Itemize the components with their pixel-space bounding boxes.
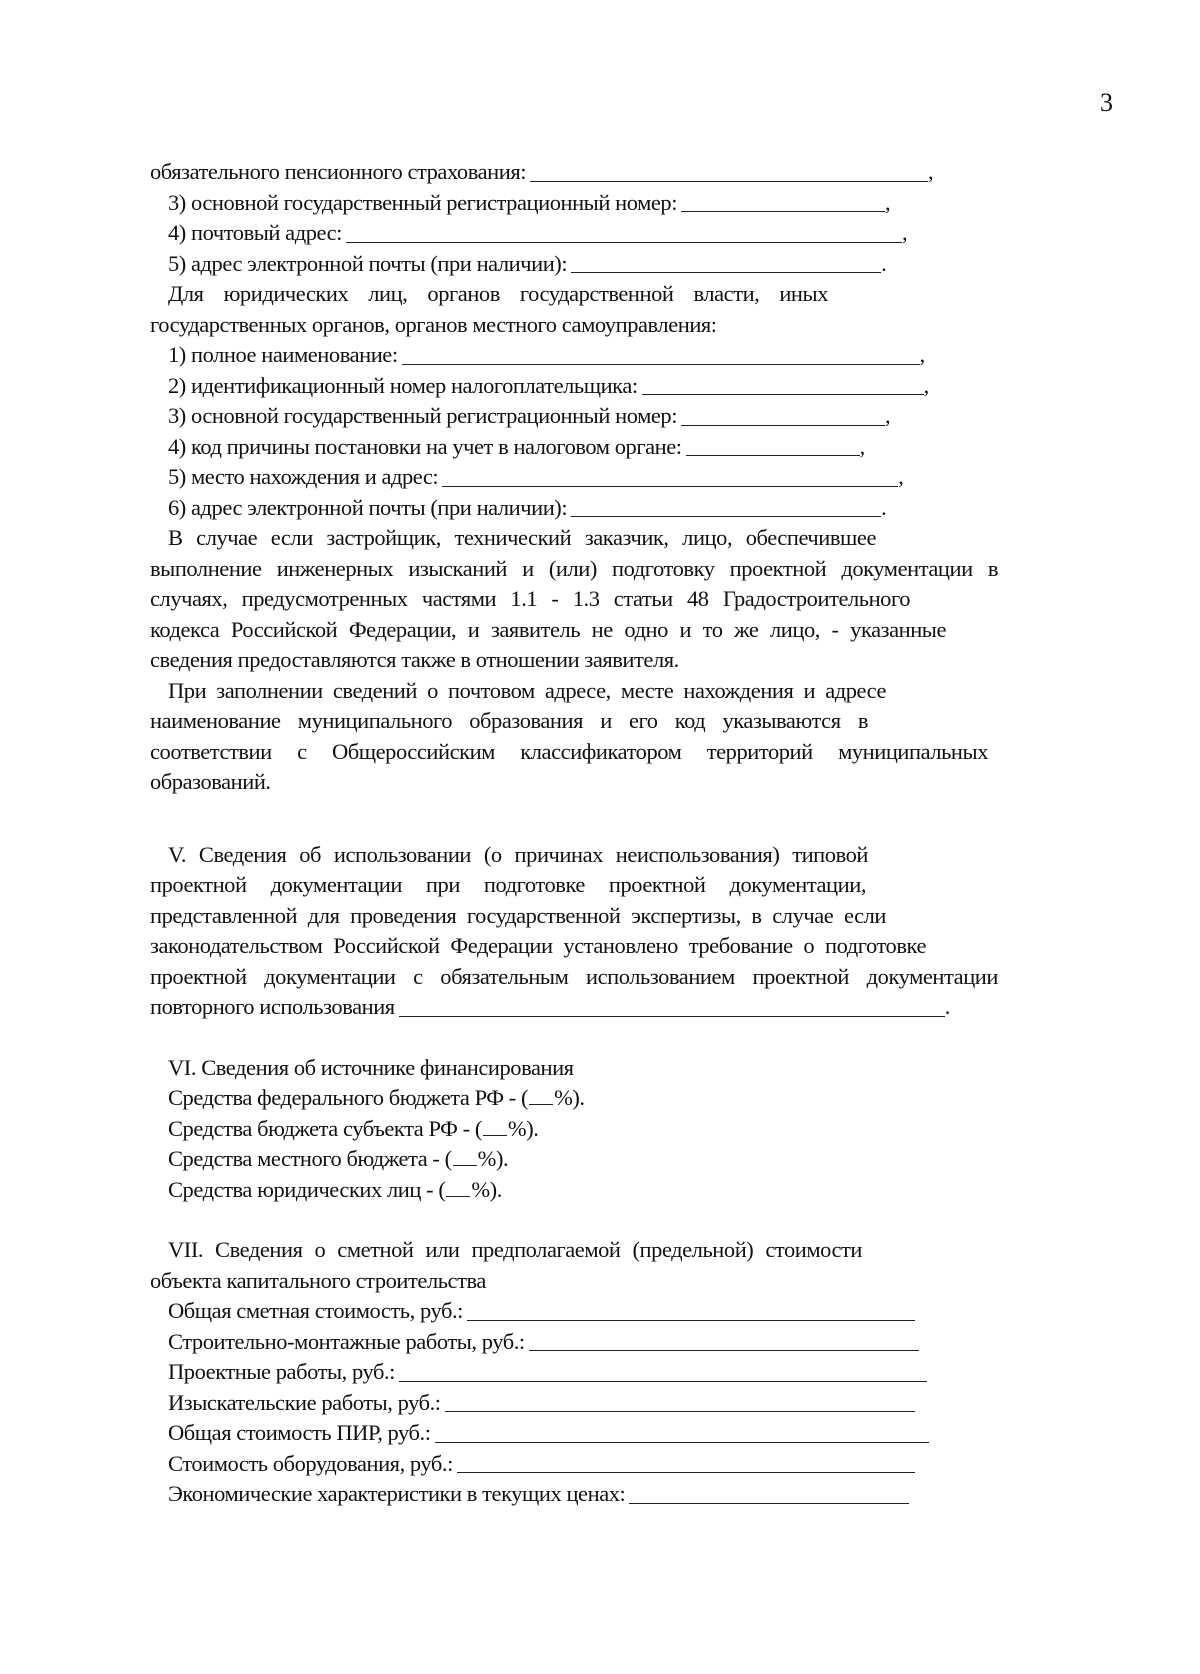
cost-survey-blank[interactable] bbox=[445, 1391, 915, 1412]
form-page-body bbox=[150, 157, 1010, 1510]
section-v-line bbox=[150, 962, 1010, 993]
cost-pir-blank[interactable] bbox=[435, 1422, 929, 1443]
paragraph-text: соответствии с Общероссийским классификатором территорий муниципальных bbox=[150, 738, 988, 764]
field-label: обязательного пенсионного страхования: bbox=[150, 159, 527, 184]
section-v-line bbox=[150, 931, 1010, 962]
funding-percent-blank[interactable] bbox=[529, 1084, 553, 1105]
full-name-line bbox=[150, 340, 1010, 371]
case-paragraph-line bbox=[150, 615, 1010, 646]
legal-intro-line bbox=[150, 279, 1010, 310]
line-end-punct: , bbox=[898, 464, 904, 489]
funding-label: Средства местного бюджета - ( bbox=[168, 1146, 452, 1171]
section-v-text: представленной для проведения государственной экспертизы, в случае если bbox=[150, 902, 886, 928]
legal-intro-line-2 bbox=[150, 310, 1010, 341]
funding-suffix: %). bbox=[477, 1146, 509, 1171]
field-label: 1) полное наименование: bbox=[168, 342, 398, 367]
section-vii-title-line bbox=[150, 1235, 1010, 1266]
cost-equipment-line bbox=[150, 1449, 1010, 1480]
reuse-blank[interactable] bbox=[399, 996, 945, 1017]
cost-label: Проектные работы, руб.: bbox=[168, 1359, 395, 1384]
field-label: 6) адрес электронной почты (при наличии): bbox=[168, 494, 568, 520]
funding-suffix: %). bbox=[507, 1115, 539, 1141]
cost-construction-line bbox=[150, 1327, 1010, 1358]
funding-subject-line bbox=[150, 1114, 1010, 1145]
line-end-punct: . bbox=[881, 250, 887, 276]
case-paragraph-line bbox=[150, 554, 1010, 585]
line-end-punct: , bbox=[901, 220, 908, 245]
section-v-text: законодательством Российской Федерации установлено требование о подготовке bbox=[150, 933, 926, 958]
case-paragraph-line bbox=[150, 584, 1010, 615]
funding-label: Средства бюджета субъекта РФ - ( bbox=[168, 1115, 482, 1141]
section-vii-title: VII. Сведения о сметной или предполагаемой (предельной) стоимости bbox=[168, 1237, 862, 1262]
location-line bbox=[150, 462, 1010, 493]
cost-label: Изыскательские работы, руб.: bbox=[168, 1389, 441, 1415]
inn-blank[interactable] bbox=[642, 374, 924, 395]
legal-intro-text: Для юридических лиц, органов государственной власти, иных bbox=[168, 281, 828, 306]
section-v-line bbox=[150, 840, 1010, 871]
line-end-punct: , bbox=[923, 372, 929, 398]
cost-design-line bbox=[150, 1357, 1010, 1388]
field-label: 5) адрес электронной почты (при наличии): bbox=[168, 250, 568, 276]
kpp-blank[interactable] bbox=[686, 435, 860, 456]
paragraph-text: образований. bbox=[150, 769, 271, 794]
funding-local-line bbox=[150, 1144, 1010, 1175]
cost-label: Экономические характеристики в текущих ценах: bbox=[168, 1481, 626, 1506]
email-line-individual bbox=[150, 249, 1010, 280]
economic-characteristics-line bbox=[150, 1479, 1010, 1510]
funding-percent-blank[interactable] bbox=[483, 1115, 507, 1136]
field-label: 5) место нахождения и адрес: bbox=[168, 464, 439, 489]
cost-construction-blank[interactable] bbox=[529, 1330, 919, 1351]
funding-suffix: %). bbox=[471, 1176, 502, 1202]
cost-total-blank[interactable] bbox=[467, 1300, 915, 1321]
address-paragraph-line bbox=[150, 767, 1010, 798]
postal-address-line bbox=[150, 218, 1010, 249]
ogrn-blank-individual[interactable] bbox=[681, 191, 885, 212]
address-paragraph-line bbox=[150, 676, 1010, 707]
address-paragraph-line bbox=[150, 706, 1010, 737]
paragraph-text: выполнение инженерных изысканий и (или) подготовку проектной документации в bbox=[150, 555, 998, 581]
paragraph-text: сведения предоставляются также в отношении заявителя. bbox=[150, 647, 679, 672]
paragraph-text: наименование муниципального образования и его код указываются в bbox=[150, 708, 868, 733]
line-end-punct: , bbox=[919, 342, 925, 367]
ogrn-blank-legal[interactable] bbox=[681, 405, 885, 426]
funding-percent-blank[interactable] bbox=[446, 1176, 470, 1197]
economic-characteristics-blank[interactable] bbox=[629, 1483, 909, 1504]
paragraph-text: В случае если застройщик, технический заказчик, лицо, обеспечившее bbox=[168, 525, 876, 550]
cost-label: Общая сметная стоимость, руб.: bbox=[168, 1298, 463, 1323]
reuse-line bbox=[150, 992, 1010, 1023]
paragraph-text: случаях, предусмотренных частями 1.1 - 1.3 статьи 48 Градостроительного bbox=[150, 586, 910, 611]
full-name-blank[interactable] bbox=[402, 344, 920, 365]
page-number: 3 bbox=[1100, 88, 1113, 117]
cost-label: Общая стоимость ПИР, руб.: bbox=[168, 1420, 431, 1445]
line-end-punct: . bbox=[881, 494, 887, 520]
address-paragraph-line bbox=[150, 737, 1010, 768]
legal-intro-text-2: государственных органов, органов местного самоуправления: bbox=[150, 311, 717, 337]
section-vi-title: VI. Сведения об источнике финансирования bbox=[168, 1054, 574, 1080]
case-paragraph-line bbox=[150, 645, 1010, 676]
pension-insurance-line bbox=[150, 157, 1010, 188]
field-label: 3) основной государственный регистрационный номер: bbox=[168, 403, 678, 428]
email-blank-individual[interactable] bbox=[571, 252, 881, 273]
section-vii-title-line-2: объекта капитального строительства bbox=[150, 1267, 486, 1293]
funding-label: Средства федерального бюджета РФ - ( bbox=[168, 1085, 529, 1110]
postal-address-blank[interactable] bbox=[346, 222, 902, 243]
line-end-punct: , bbox=[859, 433, 865, 459]
email-blank-legal[interactable] bbox=[571, 496, 881, 517]
cost-label: Строительно-монтажные работы, руб.: bbox=[168, 1328, 525, 1354]
funding-label: Средства юридических лиц - ( bbox=[168, 1176, 446, 1202]
line-end-punct: , bbox=[928, 159, 934, 184]
funding-legal-line bbox=[150, 1175, 1010, 1206]
field-label: 4) почтовый адрес: bbox=[168, 220, 342, 245]
pension-insurance-blank[interactable] bbox=[530, 161, 928, 182]
section-v-text: проектной документации при подготовке проектной документации, bbox=[150, 872, 866, 897]
funding-percent-blank[interactable] bbox=[453, 1145, 477, 1166]
section-v-line bbox=[150, 870, 1010, 901]
ogrn-line-legal bbox=[150, 401, 1010, 432]
funding-federal-line bbox=[150, 1083, 1010, 1114]
field-label: 4) код причины постановки на учет в налоговом органе: bbox=[168, 433, 682, 459]
cost-pir-line bbox=[150, 1418, 1010, 1449]
inn-line bbox=[150, 371, 1010, 402]
ogrn-line-individual bbox=[150, 188, 1010, 219]
email-line-legal bbox=[150, 493, 1010, 524]
paragraph-text: кодекса Российской Федерации, и заявитель не одно и то же лицо, - указанные bbox=[150, 616, 946, 642]
cost-equipment-blank[interactable] bbox=[457, 1452, 915, 1473]
section-v-text: проектной документации с обязательным использованием проектной документации bbox=[150, 963, 998, 989]
cost-label: Стоимость оборудования, руб.: bbox=[168, 1450, 453, 1476]
field-label: 3) основной государственный регистрационный номер: bbox=[168, 189, 678, 215]
funding-suffix: %). bbox=[554, 1085, 585, 1110]
line-end-punct: . bbox=[944, 994, 950, 1019]
case-paragraph-line bbox=[150, 523, 1010, 554]
cost-total-line bbox=[150, 1296, 1010, 1327]
field-label: 2) идентификационный номер налогоплательщика: bbox=[168, 372, 638, 398]
line-end-punct: , bbox=[885, 189, 891, 215]
section-v-line bbox=[150, 901, 1010, 932]
field-label: повторного использования bbox=[150, 994, 395, 1019]
cost-design-blank[interactable] bbox=[399, 1361, 927, 1382]
line-end-punct: , bbox=[885, 403, 891, 428]
paragraph-text: При заполнении сведений о почтовом адресе, месте нахождения и адресе bbox=[168, 677, 886, 703]
location-blank[interactable] bbox=[442, 466, 898, 487]
section-v-text: V. Сведения об использовании (о причинах неиспользования) типовой bbox=[168, 841, 868, 867]
kpp-line bbox=[150, 432, 1010, 463]
cost-survey-line bbox=[150, 1388, 1010, 1419]
